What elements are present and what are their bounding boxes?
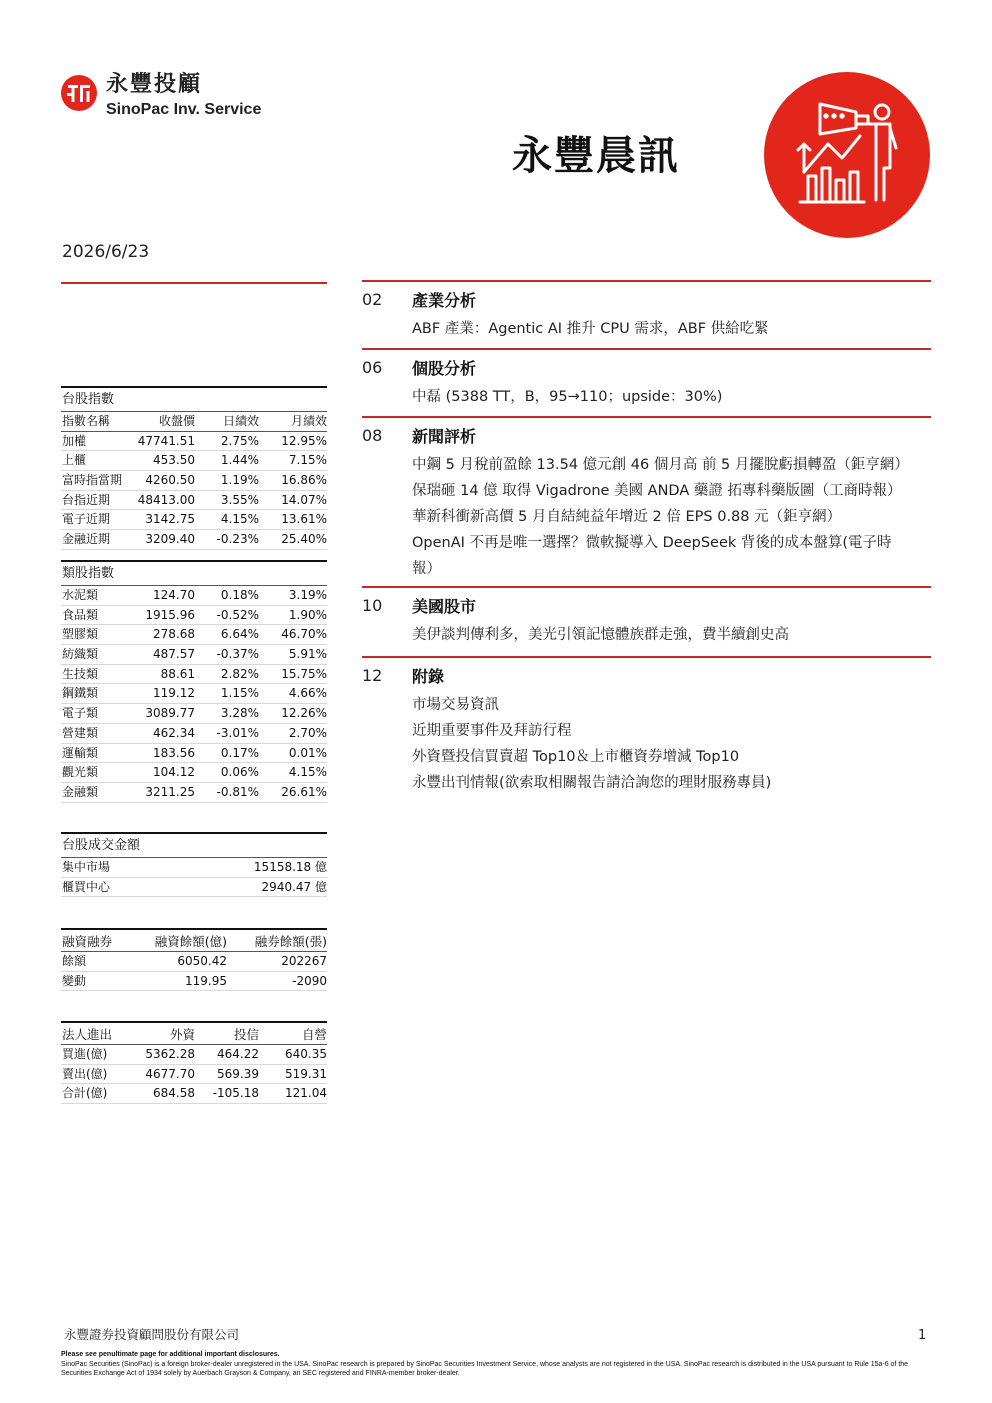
toc-item[interactable]: 保瑞砸 14 億 取得 Vigadrone 美國 ANDA 藥證 拓專科藥版圖（工商時報） — [412, 483, 902, 499]
sector-index-table — [61, 560, 327, 803]
tw-index-caption: 台股指數 — [61, 386, 327, 412]
toc-item[interactable]: 外資暨投信買賣超 Top10＆上市櫃資券增減 Top10 — [412, 749, 740, 765]
left-column-divider — [61, 282, 327, 284]
col-header: 收盤價 — [158, 414, 195, 428]
toc-section-stock — [362, 348, 931, 416]
table-row: 食品類 1915.96 -0.52% 1.90% — [61, 606, 327, 626]
table-row: 櫃買中心 2940.47 億 — [61, 878, 327, 898]
sinopac-logo-icon — [60, 74, 98, 112]
table-row: 電子類 3089.77 3.28% 12.26% — [61, 704, 327, 724]
table-row: 買進(億) 5362.28 464.22 640.35 — [61, 1045, 327, 1065]
section-number: 12 — [362, 665, 383, 685]
section-title[interactable]: 個股分析 — [412, 358, 477, 378]
table-row: 營建類 462.34 -3.01% 2.70% — [61, 724, 327, 744]
table-row: 合計(億) 684.58 -105.18 121.04 — [61, 1084, 327, 1104]
toc-section-appendix — [362, 656, 931, 796]
col-header: 指數名稱 — [62, 414, 111, 428]
table-row: 台指近期 48413.00 3.55% 14.07% — [61, 491, 327, 511]
brand-name-cn: 永豐投顧 — [106, 72, 203, 97]
institutional-header-row: 法人進出 外資 投信 自營 — [61, 1021, 327, 1045]
section-number: 10 — [362, 595, 383, 615]
table-row: 紡織類 487.57 -0.37% 5.91% — [61, 645, 327, 665]
section-number: 02 — [362, 289, 383, 309]
red-divider — [61, 282, 327, 284]
turnover-table — [61, 832, 327, 897]
report-date: 2026/6/23 — [62, 242, 150, 262]
disclosure-note: Please see penultimate page for additional important disclosures. — [61, 1351, 280, 1358]
turnover-caption: 台股成交金額 — [61, 832, 327, 858]
section-title[interactable]: 美國股市 — [412, 596, 477, 616]
table-row: 生技類 88.61 2.82% 15.75% — [61, 665, 327, 685]
page-number: 1 — [918, 1328, 927, 1343]
table-row: 塑膠類 278.68 6.64% 46.70% — [61, 625, 327, 645]
table-row: 電子近期 3142.75 4.15% 13.61% — [61, 510, 327, 530]
toc-item[interactable]: 市場交易資訊 — [412, 697, 499, 713]
table-row: 富時指當期 4260.50 1.19% 16.86% — [61, 471, 327, 491]
table-row: 變動 119.95 -2090 — [61, 972, 327, 992]
table-row: 集中市場 15158.18 億 — [61, 858, 327, 878]
toc-item[interactable]: 報） — [412, 561, 441, 577]
toc-item[interactable]: 華新科衝新高價 5 月自結純益年增近 2 倍 EPS 0.88 元（鉅亨網） — [412, 509, 842, 525]
toc-item[interactable]: 美伊談判傳利多，美光引領記憶體族群走強，費半續創史高 — [412, 627, 789, 643]
col-header: 日績效 — [222, 414, 259, 428]
margin-header-row: 融資融券 融資餘額(億) 融券餘額(張) — [61, 928, 327, 952]
section-title[interactable]: 新聞評析 — [412, 426, 477, 446]
table-row: 上櫃 453.50 1.44% 7.15% — [61, 451, 327, 471]
section-title[interactable]: 附錄 — [412, 666, 445, 686]
institutional-table — [61, 1021, 327, 1104]
table-row: 鋼鐵類 119.12 1.15% 4.66% — [61, 684, 327, 704]
toc-item[interactable]: ABF 產業：Agentic AI 推升 CPU 需求，ABF 供給吃緊 — [412, 321, 769, 337]
table-row: 金融近期 3209.40 -0.23% 25.40% — [61, 530, 327, 550]
toc-item[interactable]: 中鋼 5 月稅前盈餘 13.54 億元創 46 個月高 前 5 月擺脫虧損轉盈（鉅亨網） — [412, 457, 909, 473]
toc-item[interactable]: 近期重要事件及拜訪行程 — [412, 723, 572, 739]
table-row: 餘額 6050.42 202267 — [61, 952, 327, 972]
toc-item[interactable]: 中磊 (5388 TT，B，95→110；upside：30%) — [412, 389, 723, 405]
tw-index-header-row — [61, 412, 327, 432]
brand-name-en: SinoPac Inv. Service — [106, 101, 262, 118]
tw-index-table — [61, 386, 327, 550]
toc-item[interactable]: OpenAI 不再是唯一選擇？微軟擬導入 DeepSeek 背後的成本盤算(電子時 — [412, 535, 892, 551]
table-row: 運輸類 183.56 0.17% 0.01% — [61, 744, 327, 764]
table-row: 賣出(億) 4677.70 569.39 519.31 — [61, 1065, 327, 1085]
toc-section-industry — [362, 280, 931, 348]
table-row: 金融類 3211.25 -0.81% 26.61% — [61, 783, 327, 803]
disclosure-text: SinoPac Securities (SinoPac) is a foreign broker-dealer unregistered in the USA. SinoPac research is prepared by SinoPac Securities Investment Service, whose analysts are not registered in the USA. SinoPac research is distributed in the USA pursuant to Rule 15a-6 of the Securities Exchange Act of 1934 solely by Auerbach Grayson & Company, an SEC registered and FINRA-member broker-dealer. — [61, 1361, 909, 1377]
report-title: 永豐晨訊 — [512, 133, 680, 179]
table-row: 加權 47741.51 2.75% 12.95% — [61, 432, 327, 452]
margin-table — [61, 928, 327, 991]
col-header: 月績效 — [290, 414, 327, 428]
toc-section-news — [362, 416, 931, 586]
analyst-telescope-chart-icon — [764, 72, 930, 238]
toc-section-us-market — [362, 586, 931, 656]
sector-index-caption: 類股指數 — [61, 560, 327, 586]
section-title[interactable]: 產業分析 — [412, 290, 477, 310]
section-number: 08 — [362, 425, 383, 445]
table-row: 觀光類 104.12 0.06% 4.15% — [61, 763, 327, 783]
section-number: 06 — [362, 357, 383, 377]
toc-item[interactable]: 永豐出刊情報(欲索取相關報告請洽詢您的理財服務專員) — [412, 775, 772, 791]
brand-logo — [60, 70, 300, 122]
table-row: 水泥類 124.70 0.18% 3.19% — [61, 586, 327, 606]
footer-company: 永豐證券投資顧問股份有限公司 — [64, 1327, 240, 1342]
table-of-contents — [362, 280, 931, 796]
